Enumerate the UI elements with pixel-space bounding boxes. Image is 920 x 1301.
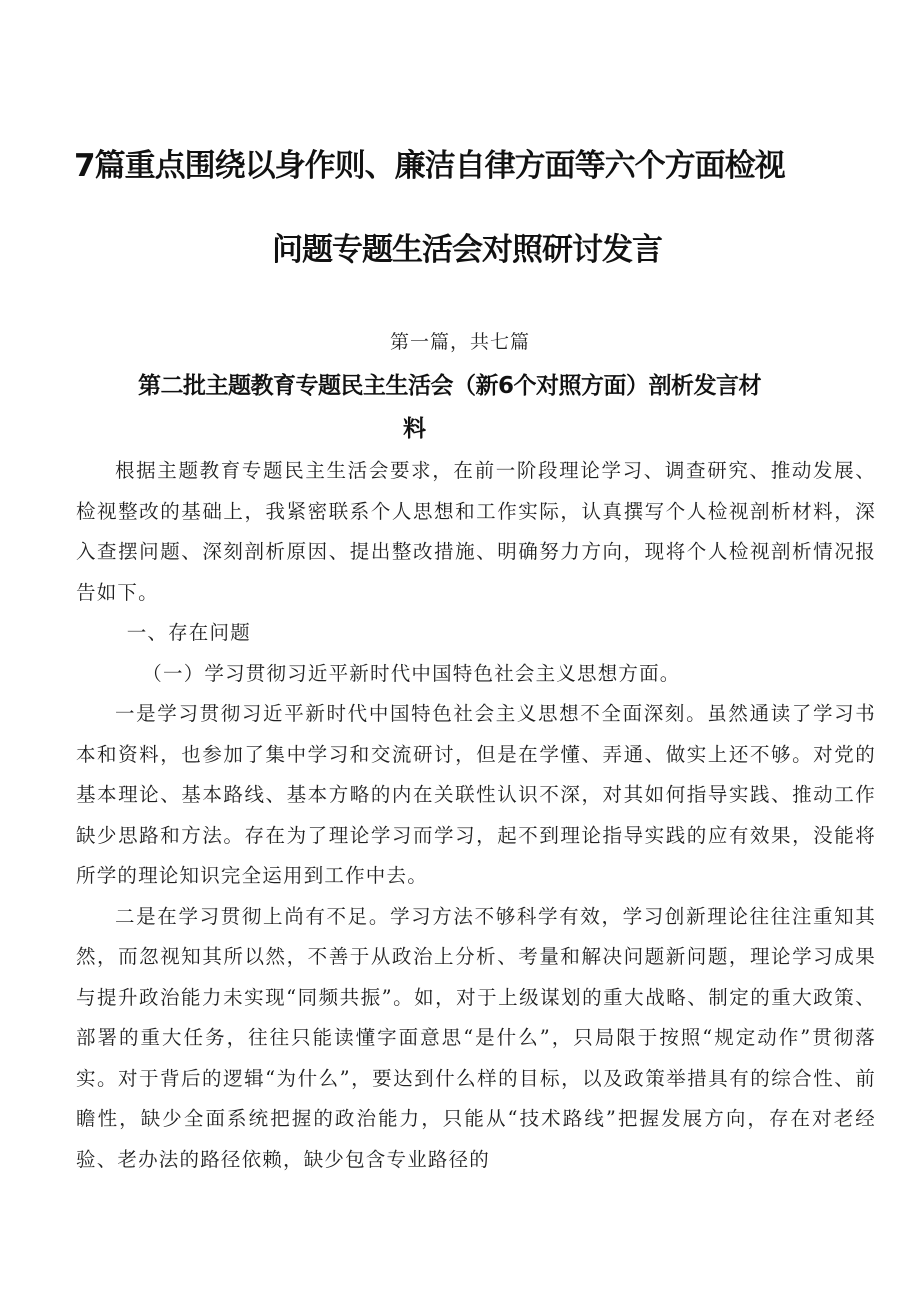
paragraph-point-two: 二是在学习贯彻上尚有不足。学习方法不够科学有效，学习创新理论往往注重知其然，而忽视知其所以然，不善于从政治上分析、考量和解决问题新问题，理论学习成果与提升政治能力未实现“同频共振”。如，对于上级谋划的重大战略、制定的重大政策、部署的重大任务，往往只能读懂字面意思“是什么”，只局限于按照“规定动作”贯彻落实。对于背后的逻辑“为什么”，要达到什么样的目标，以及政策举措具有的综合性、前瞻性，缺少全面系统把握的政治能力，只能从“技术路线”把握发展方向，存在对老经验、老办法的路径依赖，缺少包含专业路径的: [76, 904, 876, 1171]
document-title-line2: 问题专题生活会对照研讨发言: [272, 232, 662, 268]
paragraph-intro: 根据主题教育专题民主生活会要求，在前一阶段理论学习、调查研究、推动发展、检视整改的基础上，我紧密联系个人思想和工作实际，认真撰写个人检视剖析材料，深入查摆问题、深刻剖析原因、提出整改措施、明确努力方向，现将个人检视剖析情况报告如下。: [76, 459, 876, 604]
document-title-line1: 7篇重点围绕以身作则、廉洁自律方面等六个方面检视: [74, 148, 785, 184]
document-body: [76, 451, 876, 1180]
paragraph-point-one: 一是学习贯彻习近平新时代中国特色社会主义思想不全面深刻。虽然通读了学习书本和资料，也参加了集中学习和交流研讨，但是在学懂、弄通、做实上还不够。对党的基本理论、基本路线、基本方略的内在关联性认识不深，对其如何指导实践、推动工作缺少思路和方法。存在为了理论学习而学习，起不到理论指导实践的应有效果，没能将所学的理论知识完全运用到工作中去。: [76, 702, 876, 887]
section-heading-line1: 第二批主题教育专题民主生活会（新6个对照方面）剖析发言材: [138, 373, 762, 399]
section-heading-line2: 料: [403, 416, 426, 442]
part-label: 第一篇，共七篇: [389, 331, 530, 353]
subsection-heading: （一）学习贯彻习近平新时代中国特色社会主义思想方面。: [142, 661, 681, 685]
section-heading-problems: 一、存在问题: [126, 621, 251, 644]
